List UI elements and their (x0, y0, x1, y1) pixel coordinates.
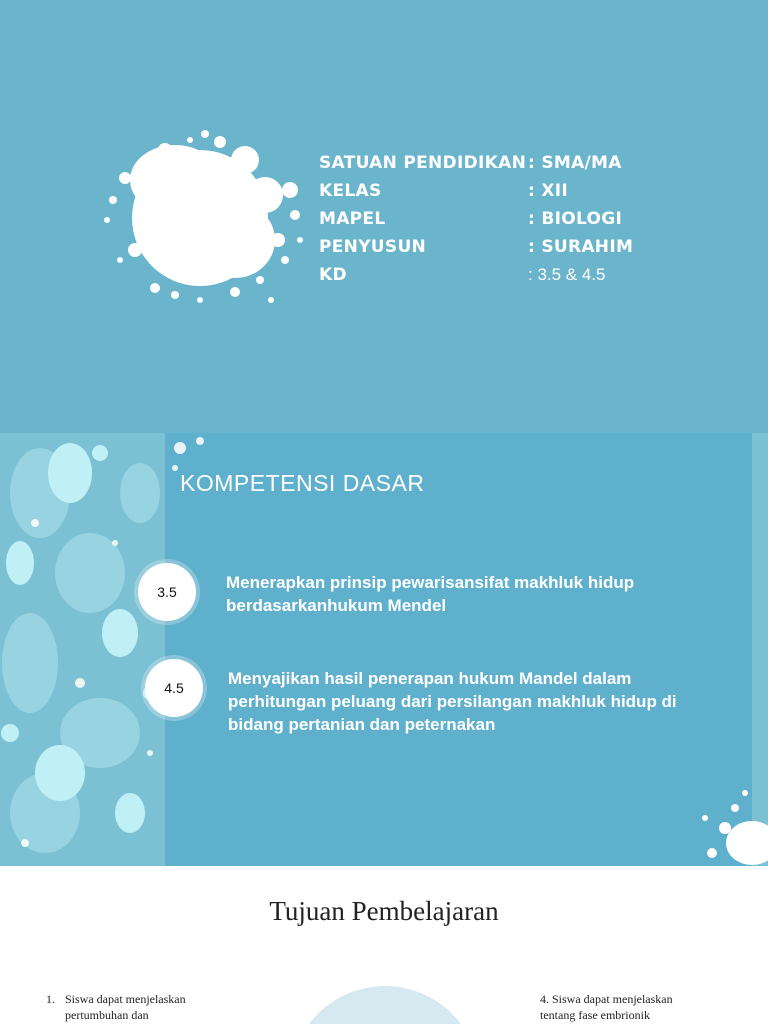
cover-slide (0, 0, 768, 433)
list-text-line: 4. Siswa dapat menjelaskan (540, 992, 673, 1006)
info-label-kelas: KELAS (319, 181, 382, 201)
info-label-kd: KD (319, 265, 347, 285)
list-item (540, 991, 673, 1023)
info-value-kelas: : XII (528, 181, 568, 201)
list-text-line: tentang fase embrionik (540, 1008, 650, 1022)
slide-title: Tujuan Pembelajaran (269, 896, 499, 926)
tujuan-pembelajaran-slide (0, 866, 768, 1024)
info-value-penyusun: : SURAHIM (528, 237, 634, 257)
info-value-satuan: : SMA/MA (528, 153, 622, 173)
kompetensi-dasar-slide (0, 433, 768, 866)
paint-splatter-background (0, 433, 768, 866)
list-number: 1. (46, 992, 55, 1006)
kd-code-badge: 3.5 (138, 563, 196, 621)
kd-code-badge: 4.5 (145, 659, 203, 717)
info-label-penyusun: PENYUSUN (319, 237, 427, 257)
info-label-mapel: MAPEL (319, 209, 386, 229)
paint-splash-decoration (95, 120, 310, 315)
document-info (319, 152, 633, 286)
kd-description: Menyajikan hasil penerapan hukum Mandel dalam perhitungan peluang dari persilangan makhluk hidup di bidang pertanian dan peternakan (228, 669, 677, 734)
info-label-satuan: SATUAN PENDIDIKAN (319, 153, 527, 173)
list-text-line: Siswa dapat menjelaskan (65, 992, 186, 1006)
info-value-mapel: : BIOLOGI (528, 209, 623, 229)
decorative-circle (290, 986, 480, 1024)
list-text-line: pertumbuhan dan (65, 1008, 149, 1022)
kd-description: Menerapkan prinsip pewarisansifat makhluk hidup berdasarkanhukum Mendel (226, 573, 635, 615)
slide-title: KOMPETENSI DASAR (180, 470, 425, 496)
list-item (46, 991, 186, 1022)
info-value-kd: : 3.5 & 4.5 (528, 265, 606, 284)
